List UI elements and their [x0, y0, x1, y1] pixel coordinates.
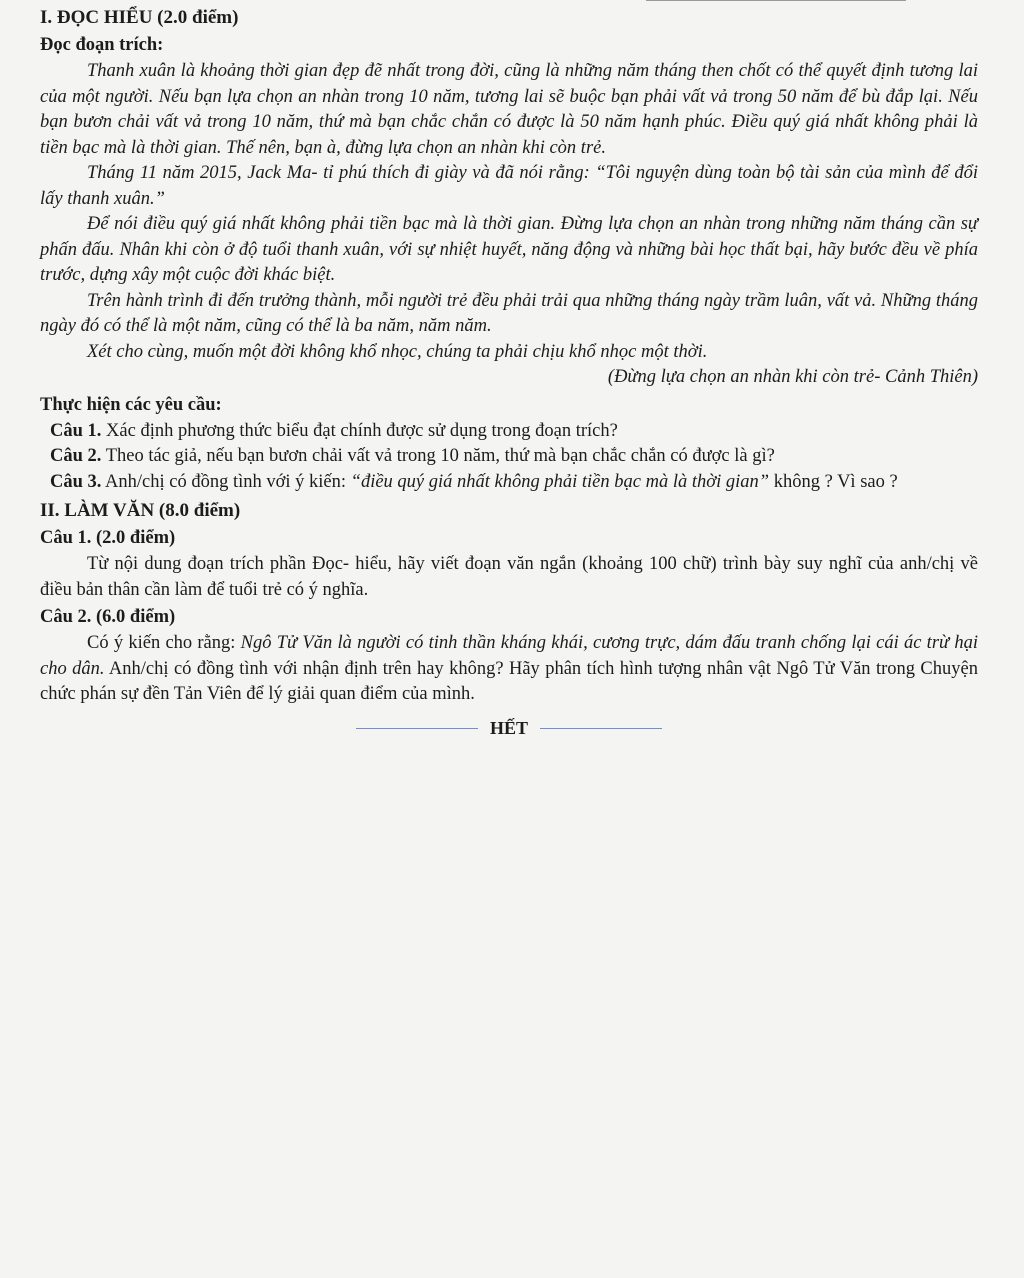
passage-paragraph: Xét cho cùng, muốn một đời không khổ nhọc, chúng ta phải chịu khổ nhọc một thời.	[87, 341, 708, 362]
passage-paragraph: Tháng 11 năm 2015, Jack Ma- tỉ phú thích đi giày và đã nói rằng: “Tôi nguyện dùng toàn bộ tài sản của mình để đổi lấy thanh xuân.”	[40, 163, 978, 209]
passage-paragraph: Thanh xuân là khoảng thời gian đẹp đẽ nhất trong đời, cũng là những năm tháng then chốt có thể quyết định tương lai của một người. Nếu bạn lựa chọn an nhàn trong 10 năm, tương lai sẽ buộc bạn phải vất vả trong 50 năm để bù đắp lại. Nếu bạn bươn chải vất vả trong 10 năm, thứ mà bạn chắc chắn có được là 50 năm hạnh phúc. Điều quý giá nhất không phải là tiền bạc mà là thời gian. Thế nên, bạn à, đừng lựa chọn an nhàn khi còn trẻ.	[40, 61, 978, 158]
part2-heading: II. LÀM VĂN (8.0 điểm)	[40, 500, 241, 521]
question-3	[40, 470, 978, 496]
essay-q2-label: Câu 2. (6.0 điểm)	[40, 607, 176, 627]
part1-heading: I. ĐỌC HIỂU (2.0 điểm)	[40, 7, 239, 28]
passage-paragraph: Trên hành trình đi đến trưởng thành, mỗi người trẻ đều phải trải qua những tháng ngày trầm luân, vất vả. Những tháng ngày đó có thể là một năm, cũng có thể là ba năm, năm năm.	[40, 290, 978, 336]
end-rule-left	[356, 728, 478, 729]
question-tail: không ? Vì sao ?	[769, 471, 898, 492]
essay-q2-intro: Có ý kiến cho rằng:	[87, 633, 241, 653]
question-number: Câu 2.	[50, 446, 102, 466]
question-quote: “điều quý giá nhất không phải tiền bạc mà là thời gian”	[350, 471, 770, 492]
passage-source: (Đừng lựa chọn an nhàn khi còn trẻ- Cảnh Thiên)	[607, 367, 978, 387]
question-text: Xác định phương thức biểu đạt chính được sử dụng trong đoạn trích?	[101, 420, 618, 441]
passage-paragraph: Để nói điều quý giá nhất không phải tiền bạc mà là thời gian. Đừng lựa chọn an nhàn trong những năm tháng cần sự phấn đấu. Nhân khi còn ở độ tuổi thanh xuân, với sự nhiệt huyết, năng động và những bài học thất bại, hãy bước đều về phía trước, dựng xây một cuộc đời khác biệt.	[40, 214, 978, 285]
question-number: Câu 3.	[50, 471, 102, 492]
header-rule	[646, 0, 906, 1]
question-1	[40, 419, 978, 445]
end-marker	[40, 716, 978, 742]
essay-q1-label: Câu 1. (2.0 điểm)	[40, 528, 176, 548]
essay-q1-text: Từ nội dung đoạn trích phần Đọc- hiểu, hãy viết đoạn văn ngắn (khoảng 100 chữ) trình bày suy nghĩ của anh/chị về điều bản thân cần làm để tuổi trẻ có ý nghĩa.	[40, 554, 978, 600]
end-rule-right	[540, 728, 662, 729]
passage-label: Đọc đoạn trích:	[40, 35, 164, 55]
end-label: HẾT	[489, 717, 528, 738]
essay-q2-quote: Ngô Tử Văn là người có tinh thần kháng khái, cương trực, dám đấu tranh chống lại cái ác trừ hại cho dân.	[40, 633, 979, 679]
essay-q2-rest: Anh/chị có đồng tình với nhận định trên hay không? Hãy phân tích hình tượng nhân vật Ngô Tử Văn trong Chuyện chức phán sự đền Tản Viên để lý giải quan điểm của mình.	[40, 658, 978, 704]
question-2	[40, 444, 978, 470]
essay-q2-text	[40, 631, 978, 708]
question-text: Theo tác giả, nếu bạn bươn chải vất vả trong 10 năm, thứ mà bạn chắc chắn có được là gì?	[101, 446, 775, 466]
tasks-label: Thực hiện các yêu cầu:	[40, 394, 222, 415]
question-number: Câu 1.	[50, 420, 102, 441]
question-text: Anh/chị có đồng tình với ý kiến:	[101, 471, 351, 492]
